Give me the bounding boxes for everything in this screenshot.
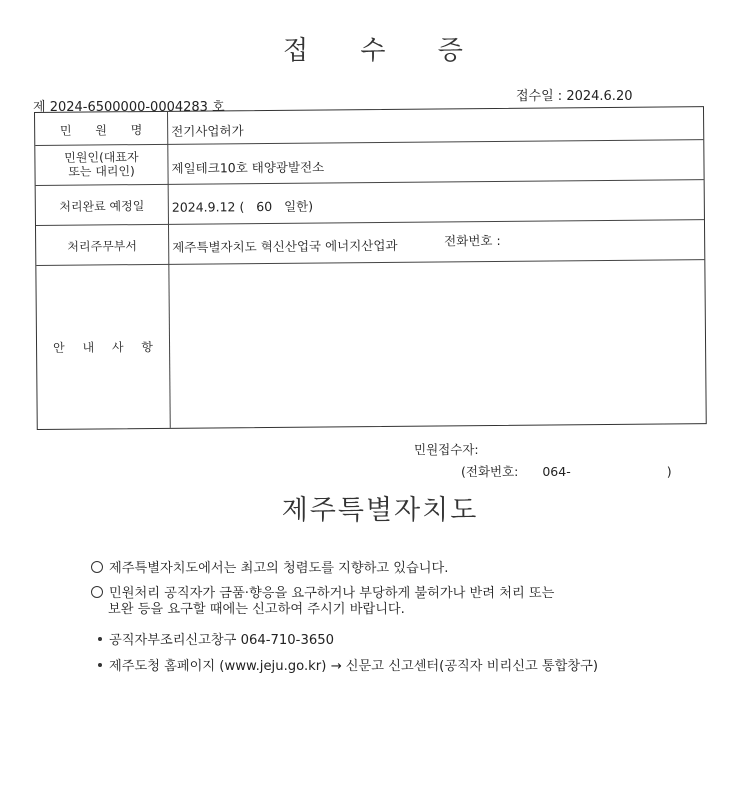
phone-suffix: ) (666, 464, 672, 479)
contact-text: 공직자부조리신고창구 064-710-3650 (109, 633, 335, 648)
row-label-applicant-line2: 또는 대리인) (68, 164, 135, 179)
dot-bullet-icon (98, 637, 102, 641)
table-row-divider (36, 259, 704, 266)
circle-bullet-icon (91, 586, 103, 598)
notice-item (91, 585, 554, 602)
row-value-due-date: 2024.9.12 ( 60 일한) (171, 198, 314, 215)
circle-bullet-icon (91, 561, 103, 573)
row-label-applicant-line1: 민원인(대표자 (64, 150, 139, 165)
notice-item (91, 560, 448, 577)
notice-text: 민원처리 공직자가 금품·향응을 요구하거나 부당하게 불허가나 반려 처리 또는 (109, 586, 555, 601)
contact-item (98, 632, 334, 649)
notice-text: 제주특별자치도에서는 최고의 청렴도를 지향하고 있습니다. (109, 561, 449, 576)
receipt-form-table (34, 106, 707, 430)
table-row-divider (35, 139, 703, 146)
phone-prefix: (전화번호: (461, 464, 519, 479)
receipt-date: 접수일 : 2024.6.20 (516, 89, 633, 104)
row-label-department: 처리주무부서 (67, 239, 138, 254)
row-label-civil-petition: 민 원 명 (59, 122, 153, 138)
row-label-applicant (35, 150, 167, 179)
receiver-phone (461, 462, 672, 480)
table-column-divider (167, 112, 171, 428)
document-number: 제 2024-6500000-0004283 호 (33, 100, 225, 115)
row-value-department-phone: 전화번호 : (444, 232, 501, 249)
notice-continuation: 보완 등을 요구할 때에는 신고하여 주시기 바랍니다. (108, 602, 405, 617)
table-row-divider (36, 219, 704, 226)
dot-bullet-icon (98, 663, 102, 667)
row-label-due-date: 처리완료 예정일 (59, 199, 145, 214)
row-value-civil-petition: 전기사업허가 (171, 123, 244, 139)
page-title: 접 수 증 (283, 36, 485, 66)
contact-item (98, 658, 598, 675)
table-row-divider (36, 179, 704, 186)
row-value-applicant: 제일테크10호 태양광발전소 (171, 159, 325, 176)
contact-text: 제주도청 홈페이지 (www.jeju.go.kr) → 신문고 신고센터(공직자 비리신고 통합창구) (109, 659, 598, 674)
row-label-guidance: 안 내 사 항 (53, 339, 161, 355)
organization-name: 제주특별자치도 (281, 495, 479, 526)
row-value-department: 제주특별자치도 혁신산업국 에너지산업과 (172, 237, 398, 255)
phone-partial: 064- (542, 464, 571, 479)
receiver-label: 민원접수자: (414, 442, 479, 457)
